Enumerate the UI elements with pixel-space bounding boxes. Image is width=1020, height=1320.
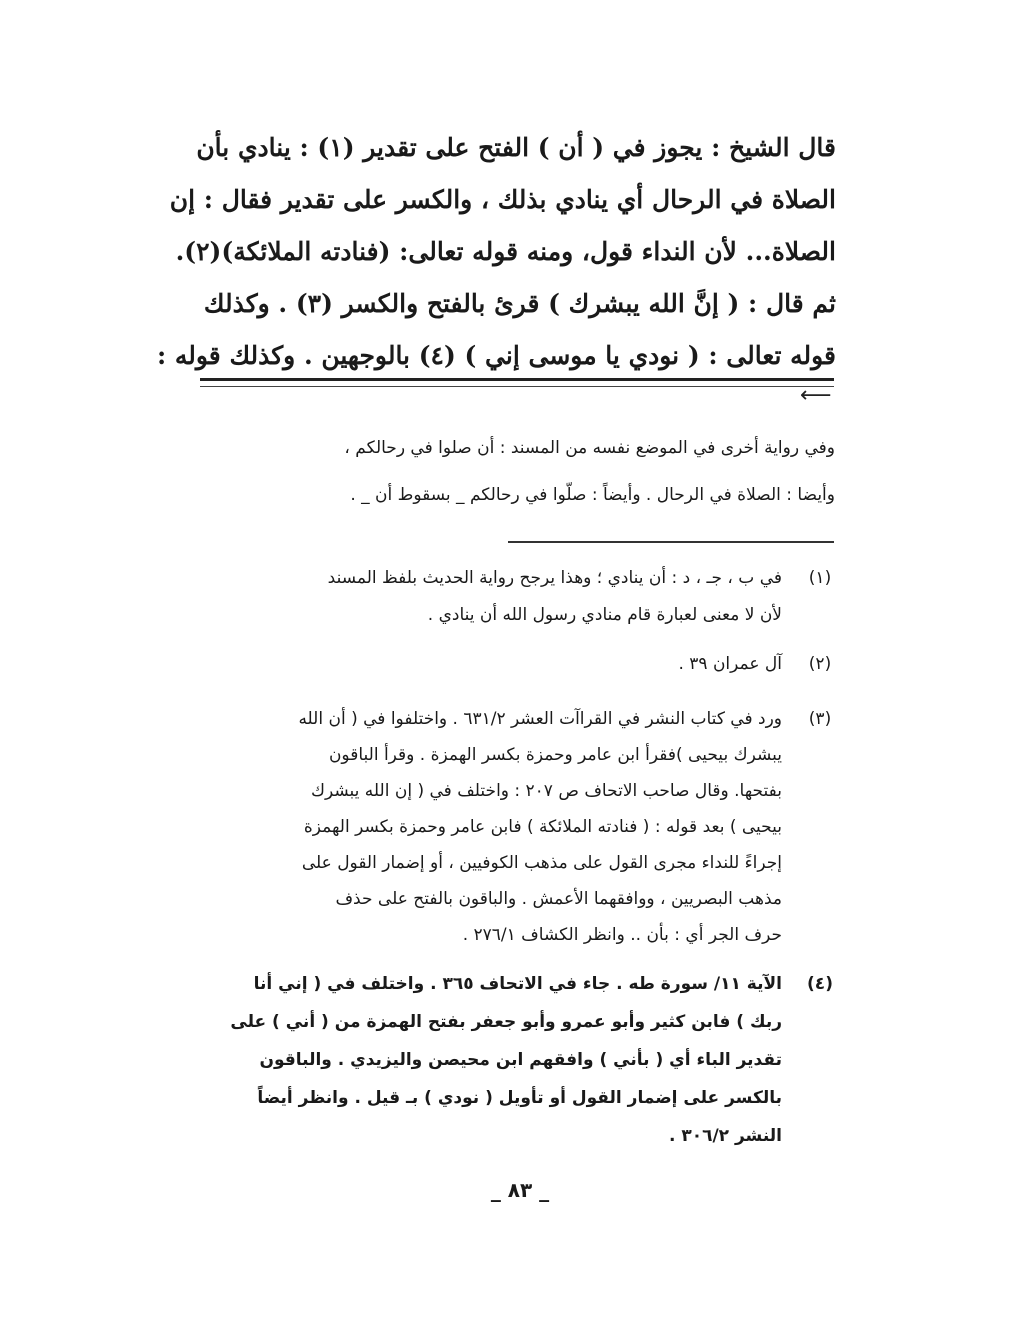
margin-note-line: وفي رواية أخرى في الموضع نفسه من المسند : أن صلوا في رحالكم ، — [344, 438, 835, 458]
footnote-line: بفتحها. وقال صاحب الاتحاف ص ٢٠٧ : واختلف في ( إن الله يبشرك — [310, 781, 782, 801]
footnote-3 — [190, 701, 840, 953]
left-arrow-icon: ⟵ — [800, 383, 832, 408]
footnote-number: (٤) — [807, 974, 833, 994]
main-text-line: الصلاة... لأن النداء قول، ومنه قوله تعالى: (فنادته الملائكة)(٢). — [175, 237, 836, 266]
footnote-2 — [190, 646, 840, 683]
footnote-body — [190, 965, 782, 1155]
footnote-line: النشر ٣٠٦/٢ . — [668, 1126, 782, 1146]
footnote-divider — [508, 541, 834, 543]
main-text-line: الصلاة في الرحال أي ينادي بذلك ، والكسر على تقدير فقال : إن — [169, 185, 836, 214]
footnote-line: إجراءً للنداء مجرى القول على مذهب الكوفيين ، أو إضمار القول على — [301, 853, 782, 873]
footnote-line: لأن لا معنى لعبارة قام منادي رسول الله أن ينادي . — [427, 605, 782, 625]
footnote-line: آل عمران ٣٩ . — [678, 654, 782, 674]
footnote-line: تقدير الباء أي ( بأني ) وافقهم ابن محيصن واليزيدي . والباقون — [259, 1050, 782, 1070]
main-text-line: قوله تعالى : ( نودي يا موسى إني ) (٤) بالوجهين . وكذلك قوله : — [156, 341, 836, 370]
main-divider-thick — [200, 378, 834, 381]
footnotes — [190, 560, 840, 1155]
footnote-1 — [190, 560, 840, 634]
footnote-body — [190, 646, 782, 683]
main-divider-thin — [200, 386, 834, 387]
footnote-body — [190, 560, 782, 634]
margin-note — [190, 425, 835, 519]
footnote-body — [190, 701, 782, 953]
page-number: _ ٨٣ _ — [490, 1178, 550, 1202]
footnote-line: بيحيى ) بعد قوله : ( فنادته الملائكة ) فابن عامر وحمزة بكسر الهمزة — [303, 817, 782, 837]
footnote-line: حرف الجر أي : بأن .. وانظر الكشاف ٢٧٦/١ . — [462, 925, 782, 945]
footnote-number: (٣) — [808, 709, 832, 729]
margin-note-line: وأيضا : الصلاة في الرحال . وأيضاً : صلّوا في رحالكم _ بسقوط أن _ . — [350, 485, 835, 505]
footnote-line: ورد في كتاب النشر في القراآت العشر ٦٣١/٢ . واختلفوا في ( أن الله — [298, 709, 782, 729]
main-text-line: قال الشيخ : يجوز في ( أن ) الفتح على تقدير (١) : ينادي بأن — [196, 133, 836, 162]
footnote-line: بالكسر على إضمار القول أو تأويل ( نودي ) بـ قيل . وانظر أيضاً — [257, 1088, 782, 1108]
footnote-number: (٢) — [808, 654, 832, 674]
main-text — [156, 122, 836, 382]
footnote-line: يبشرك بيحيى )فقرأ ابن عامر وحمزة بكسر الهمزة . وقرأ الباقون — [328, 745, 782, 765]
footnote-line: ربك ) فابن كثير وأبو عمرو وأبو جعفر بفتح الهمزة من ( أني ) على — [230, 1012, 782, 1032]
footnote-line: في ب ، جـ ، د : أن ينادي ؛ وهذا يرجح رواية الحديث بلفظ المسند — [327, 568, 782, 588]
footnote-number: (١) — [808, 568, 832, 588]
footnote-line: مذهب البصريين ، ووافقهما الأعمش . والباقون بالفتح على حذف — [335, 889, 782, 909]
footnote-line: الآية ١١/ سورة طه . جاء في الاتحاف ٣٦٥ . واختلف في ( إني أنا — [253, 974, 782, 994]
main-text-line: ثم قال : ( إنَّ الله يبشرك ) قرئ بالفتح والكسر (٣) . وكذلك — [203, 289, 836, 318]
footnote-4 — [190, 965, 840, 1155]
